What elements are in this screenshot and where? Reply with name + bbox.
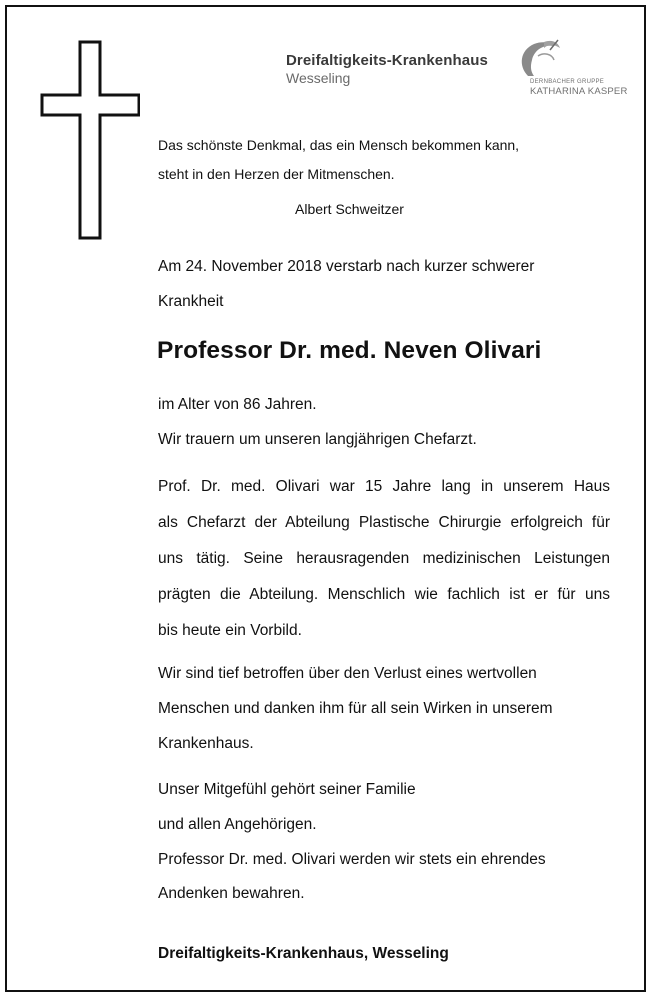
loss-line: Wir sind tief betroffen über den Verlust eines wertvollen xyxy=(158,665,537,682)
tribute-line: Prof. Dr. med. Olivari war 15 Jahre lang in unserem Haus xyxy=(158,478,610,495)
hospital-logo xyxy=(286,52,488,87)
sympathy-line: und allen Angehörigen. xyxy=(158,816,317,833)
tribute-line: uns tätig. Seine herausragenden medizinischen Leistungen xyxy=(158,550,610,567)
group-logo xyxy=(514,36,634,96)
hospital-name: Dreifaltigkeits-Krankenhaus xyxy=(286,52,488,69)
tribute-line: als Chefarzt der Abteilung Plastische Chirurgie erfolgreich für xyxy=(158,514,610,531)
sympathy-line: Unser Mitgefühl gehört seiner Familie xyxy=(158,781,416,798)
quote-line-1: Das schönste Denkmal, das ein Mensch bekommen kann, xyxy=(158,137,520,153)
deceased-name: Professor Dr. med. Neven Olivari xyxy=(157,337,542,364)
announcement-line-1: Am 24. November 2018 verstarb nach kurzer schwerer xyxy=(158,258,535,275)
group-name: KATHARINA KASPER xyxy=(530,86,628,97)
loss-line: Krankenhaus. xyxy=(158,735,254,752)
signature: Dreifaltigkeits-Krankenhaus, Wesseling xyxy=(158,945,449,962)
quote-author: Albert Schweitzer xyxy=(295,201,404,217)
group-label: DERNBACHER GRUPPE xyxy=(530,79,605,85)
sympathy-line: Andenken bewahren. xyxy=(158,885,305,902)
loss-line: Menschen und danken ihm für all sein Wirken in unserem xyxy=(158,700,553,717)
tribute-paragraph xyxy=(158,477,610,621)
group-mark-icon xyxy=(514,36,564,80)
hospital-city: Wesseling xyxy=(286,70,351,86)
tribute-line: prägten die Abteilung. Menschlich wie fachlich ist er für uns xyxy=(158,586,610,603)
cross-icon xyxy=(40,40,140,240)
age-line: im Alter von 86 Jahren. xyxy=(158,396,317,413)
quote-line-2: steht in den Herzen der Mitmenschen. xyxy=(158,166,395,182)
announcement-line-2: Krankheit xyxy=(158,293,224,310)
sympathy-line: Professor Dr. med. Olivari werden wir stets ein ehrendes xyxy=(158,851,546,868)
mourning-line: Wir trauern um unseren langjährigen Chefarzt. xyxy=(158,431,477,448)
tribute-line-last: bis heute ein Vorbild. xyxy=(158,622,302,639)
